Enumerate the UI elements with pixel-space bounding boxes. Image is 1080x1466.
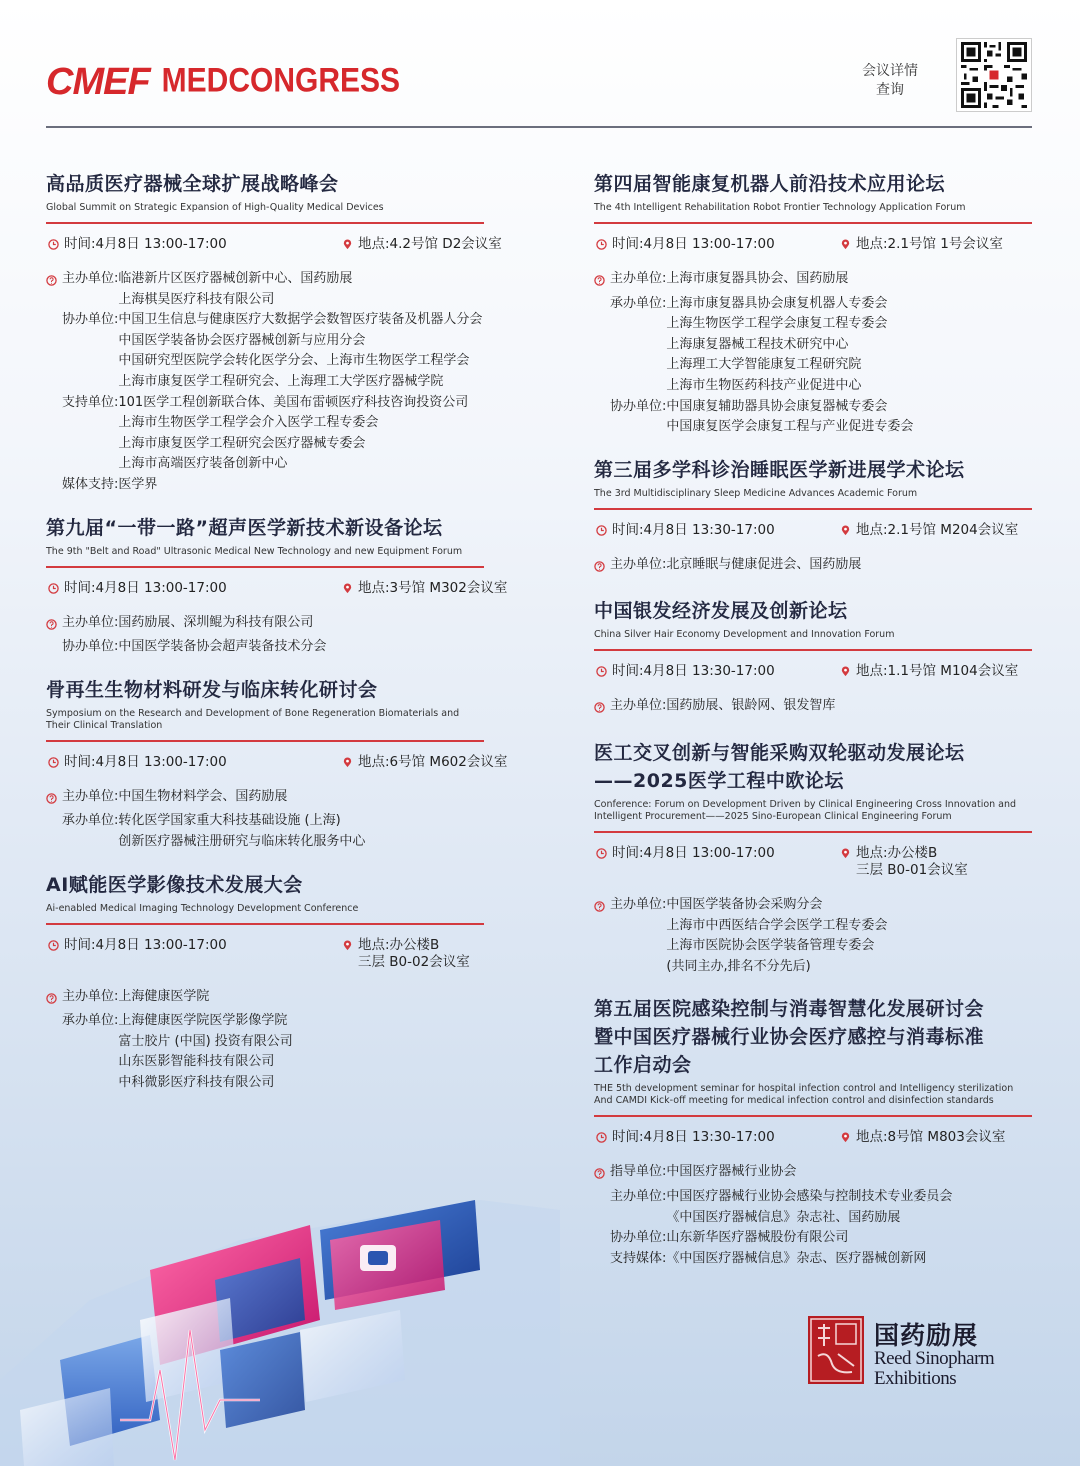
forum-time-text: 时间:4月8日 13:30-17:00 xyxy=(612,663,775,680)
clock-icon xyxy=(48,757,59,768)
forum-column-left xyxy=(46,170,536,1093)
reed-sinopharm-logo xyxy=(808,1316,1018,1389)
organizer-value: 北京睡眠与健康促进会、国药励展 xyxy=(666,556,862,572)
forum-place xyxy=(342,580,526,597)
organizer-value: 101医学工程创新联合体、美国布雷顿医疗科技咨询投资公司 上海市生物医学工程学会介入医学工程专委会 上海市康复医学工程研究会医疗器械专委会 上海市高端医疗装备创新中心 xyxy=(118,394,469,472)
forum-place-text: 地点:办公楼B 三层 B0-01会议室 xyxy=(856,844,968,878)
forum-title-english: Conference: Forum on Development Driven by Clinical Engineering Cross Innovation and Intelligent Procurement——2025 Sino-European Clinical Engineering Forum xyxy=(594,798,1017,822)
organizer-value: 医学界 xyxy=(118,476,158,492)
forum-place-text: 地点:8号馆 M803会议室 xyxy=(856,1129,1006,1146)
organizer-value: 临港新片区医疗器械创新中心、国药励展 上海棋昊医疗科技有限公司 xyxy=(118,271,353,307)
organizer-row xyxy=(46,269,536,310)
organizer-value: 中国卫生信息与健康医疗大数据学会数智医疗装备及机器人分会 中国医学装备协会医疗器械创新与应用分会 中国研究型医院学会转化医学分会、上海市生物医学工程学会 上海市康复医学工程研究会、上海理工大学医疗器械学院 xyxy=(118,312,483,389)
forum-meta xyxy=(594,522,1034,539)
organizer-row xyxy=(46,811,536,852)
forum-divider xyxy=(46,566,484,568)
organizer-value: 《中国医疗器械信息》杂志、医疗器械创新网 xyxy=(666,1250,927,1266)
organizer-row xyxy=(46,475,536,496)
forum-title: 骨再生生物材料研发与临床转化研讨会 xyxy=(46,678,378,701)
forum-divider xyxy=(594,649,1032,651)
organizer-row xyxy=(594,294,1034,397)
forum-time-text: 时间:4月8日 13:00-17:00 xyxy=(64,579,227,596)
organizer-value: 上海市康复器具协会、国药励展 xyxy=(666,271,849,286)
organizer-label: 媒体支持: xyxy=(62,476,119,492)
organizer-label: 主办单位: xyxy=(610,896,667,912)
decorative-graphic xyxy=(0,1120,560,1466)
organizer-label: 协办单位: xyxy=(62,312,119,328)
organizer-row xyxy=(46,787,536,812)
organizer-indent xyxy=(594,1249,610,1270)
forum-title: AI赋能医学影像技术发展大会 xyxy=(46,873,303,896)
forum-place xyxy=(342,754,526,771)
forum-title-english: The 9th "Belt and Road" Ultrasonic Medical New Technology and new Equipment Forum xyxy=(46,545,463,557)
forum-place xyxy=(840,236,1024,253)
forum-meta xyxy=(594,845,1034,879)
organizer-indent xyxy=(594,294,610,397)
forum-place xyxy=(840,845,1024,879)
forum-divider xyxy=(594,831,1032,833)
forum-block xyxy=(594,739,1034,977)
forum-place-text: 地点:4.2号馆 D2会议室 xyxy=(358,236,502,252)
organizer-indent xyxy=(46,475,62,496)
organizer-value: 中国医学装备协会采购分会 上海市中西医结合学会医学工程专委会 上海市医院协会医学装备管理专委会 (共同主办,排名不分先后) xyxy=(666,896,888,974)
forum-organizers xyxy=(594,555,1034,580)
forum-block xyxy=(594,456,1034,580)
forum-meta xyxy=(594,1129,1034,1146)
forum-title: 第四届智能康复机器人前沿技术应用论坛 xyxy=(594,173,946,195)
location-pin-icon xyxy=(840,239,851,250)
organizer-label: 承办单位: xyxy=(62,1013,119,1029)
forum-divider xyxy=(594,508,1032,510)
forum-time xyxy=(48,580,227,597)
forum-title-english: Symposium on the Research and Development of Bone Regeneration Biomaterials and Their Clinical Translation xyxy=(46,707,460,731)
forum-time xyxy=(48,236,227,253)
organizer-label: 支持媒体: xyxy=(610,1250,667,1266)
forum-title: 高品质医疗器械全球扩展战略峰会 xyxy=(46,173,339,195)
forum-place-text: 地点:3号馆 M302会议室 xyxy=(358,579,508,596)
organizer-indent xyxy=(46,310,62,392)
forum-title: 中国银发经济发展及创新论坛 xyxy=(594,600,848,623)
forum-divider xyxy=(46,740,484,742)
forum-time-text: 时间:4月8日 13:30-17:00 xyxy=(612,1129,775,1146)
organizer-icon xyxy=(594,555,610,580)
organizer-row xyxy=(46,310,536,392)
forum-time xyxy=(596,1129,775,1146)
reed-english-name: Reed Sinopharm Exhibitions xyxy=(874,1348,995,1389)
forum-title: 第五届医院感染控制与消毒智慧化发展研讨会 暨中国医疗器械行业协会医疗感控与消毒标准 工作启动会 xyxy=(594,998,985,1077)
forum-block xyxy=(594,995,1034,1269)
qr-caption: 会议详情 查询 xyxy=(862,63,918,98)
forum-place xyxy=(840,522,1024,539)
forum-block xyxy=(46,514,536,658)
forum-time xyxy=(596,845,775,879)
organizer-icon xyxy=(46,787,62,812)
forum-block xyxy=(594,170,1034,438)
forum-place xyxy=(342,236,526,253)
clock-icon xyxy=(48,239,59,250)
organizer-indent xyxy=(46,1011,62,1093)
forum-title: 第三届多学科诊治睡眠医学新进展学术论坛 xyxy=(594,458,965,481)
forum-divider xyxy=(46,222,484,224)
location-pin-icon xyxy=(342,239,353,250)
forum-organizers xyxy=(46,787,536,853)
organizer-icon xyxy=(46,987,62,1012)
organizer-label: 主办单位: xyxy=(610,698,667,714)
organizer-indent xyxy=(594,1187,610,1228)
logo-medcongress-text: MEDCONGRESS xyxy=(161,61,401,100)
organizer-row xyxy=(594,1187,1034,1228)
organizer-icon xyxy=(594,269,610,294)
forum-time-text: 时间:4月8日 13:00-17:00 xyxy=(612,844,775,861)
forum-column-right xyxy=(594,170,1034,1269)
forum-place xyxy=(342,937,526,971)
organizer-label: 主办单位: xyxy=(62,788,119,804)
forum-meta xyxy=(594,236,1034,253)
location-pin-icon xyxy=(840,525,851,536)
organizer-row xyxy=(46,393,536,475)
organizer-value: 国药励展、银龄网、银发智库 xyxy=(666,698,836,714)
clock-icon xyxy=(596,1132,607,1143)
clock-icon xyxy=(596,848,607,859)
organizer-row xyxy=(594,696,1034,721)
organizer-row xyxy=(594,895,1034,977)
forum-time xyxy=(596,663,775,680)
forum-organizers xyxy=(594,895,1034,977)
forum-block xyxy=(46,170,536,496)
organizer-label: 主办单位: xyxy=(62,988,119,1004)
cmef-logo xyxy=(46,58,400,102)
organizer-icon xyxy=(594,696,610,721)
organizer-label: 主办单位: xyxy=(610,271,667,286)
forum-title-english: THE 5th development seminar for hospital infection control and Intelligency sterilization And CAMDI Kick-off meeting for medical infection control and disinfection standards xyxy=(594,1083,1014,1107)
organizer-indent xyxy=(594,397,610,438)
organizer-label: 指导单位: xyxy=(610,1164,667,1180)
forum-place-text: 地点:2.1号馆 M204会议室 xyxy=(856,521,1019,538)
header-divider xyxy=(46,126,1032,128)
location-pin-icon xyxy=(342,940,353,951)
forum-place-text: 地点:1.1号馆 M104会议室 xyxy=(856,663,1019,680)
organizer-label: 承办单位: xyxy=(610,295,667,311)
organizer-row xyxy=(594,269,1034,294)
forum-meta xyxy=(46,580,536,597)
organizer-row xyxy=(594,397,1034,438)
forum-place-text: 地点:2.1号馆 1号会议室 xyxy=(856,236,1003,252)
forum-organizers xyxy=(46,987,536,1094)
organizer-icon xyxy=(594,895,610,977)
organizer-label: 主办单位: xyxy=(62,614,119,630)
organizer-value: 中国康复辅助器具协会康复器械专委会 中国康复医学会康复工程与产业促进专委会 xyxy=(666,398,914,435)
organizer-icon xyxy=(594,1162,610,1187)
organizer-indent xyxy=(46,393,62,475)
forum-title-english: The 4th Intelligent Rehabilitation Robot Frontier Technology Application Forum xyxy=(594,202,966,213)
clock-icon xyxy=(596,525,607,536)
organizer-value: 上海健康医学院医学影像学院 富士胶片 (中国) 投资有限公司 山东医影智能科技有限公司 中科微影医疗科技有限公司 xyxy=(118,1013,293,1090)
organizer-row xyxy=(46,637,536,658)
forum-time xyxy=(48,754,227,771)
organizer-label: 主办单位: xyxy=(62,271,119,286)
forum-title: 医工交叉创新与智能采购双轮驱动发展论坛 ——2025医学工程中欧论坛 xyxy=(594,741,965,792)
organizer-row xyxy=(594,555,1034,580)
organizer-label: 承办单位: xyxy=(62,813,119,829)
organizer-value: 国药励展、深圳鲲为科技有限公司 xyxy=(118,614,314,630)
logo-cmef-text: CMEF xyxy=(46,61,150,103)
location-pin-icon xyxy=(342,583,353,594)
reed-chinese-name: 国药励展 xyxy=(874,1321,979,1350)
forum-divider xyxy=(594,222,1032,224)
forum-block xyxy=(594,597,1034,721)
organizer-value: 中国医疗器械行业协会 xyxy=(666,1164,797,1180)
location-pin-icon xyxy=(342,757,353,768)
forum-meta xyxy=(46,937,536,971)
organizer-indent xyxy=(594,1228,610,1249)
organizer-row xyxy=(594,1162,1034,1187)
forum-organizers xyxy=(46,269,536,496)
organizer-label: 主办单位: xyxy=(610,1188,667,1204)
forum-time-text: 时间:4月8日 13:00-17:00 xyxy=(64,936,227,953)
forum-divider xyxy=(594,1115,1032,1117)
location-pin-icon xyxy=(840,666,851,677)
forum-title-english: Ai-enabled Medical Imaging Technology Development Conference xyxy=(46,902,359,914)
organizer-value: 中国医疗器械行业协会感染与控制技术专业委员会 《中国医疗器械信息》杂志社、国药励展 xyxy=(666,1188,953,1225)
forum-organizers xyxy=(594,269,1034,438)
forum-divider xyxy=(46,923,484,925)
location-pin-icon xyxy=(840,1132,851,1143)
organizer-icon xyxy=(46,613,62,638)
location-pin-icon xyxy=(840,848,851,859)
forum-time xyxy=(596,522,775,539)
clock-icon xyxy=(596,666,607,677)
organizer-label: 协办单位: xyxy=(610,398,667,414)
forum-meta xyxy=(46,754,536,771)
organizer-label: 支持单位: xyxy=(62,394,119,410)
organizer-value: 转化医学国家重大科技基础设施 (上海) 创新医疗器械注册研究与临床转化服务中心 xyxy=(118,813,366,849)
organizer-value: 中国生物材料学会、国药励展 xyxy=(118,788,288,804)
forum-title-english: China Silver Hair Economy Development and Innovation Forum xyxy=(594,629,895,641)
organizer-value: 上海市康复器具协会康复机器人专委会 上海生物医学工程学会康复工程专委会 上海康复器械工程技术研究中心 上海理工大学智能康复工程研究院 上海市生物医药科技产业促进中心 xyxy=(666,295,888,393)
qr-code-icon[interactable] xyxy=(956,38,1032,112)
forum-title-english: Global Summit on Strategic Expansion of High-Quality Medical Devices xyxy=(46,202,384,213)
forum-title: 第九届“一带一路”超声医学新技术新设备论坛 xyxy=(46,516,443,539)
forum-time-text: 时间:4月8日 13:00-17:00 xyxy=(612,236,775,252)
forum-meta xyxy=(46,236,536,253)
organizer-icon xyxy=(46,269,62,310)
organizer-value: 山东新华医疗器械股份有限公司 xyxy=(666,1230,849,1246)
organizer-label: 主办单位: xyxy=(610,556,667,572)
forum-organizers xyxy=(46,613,536,658)
organizer-row xyxy=(46,613,536,638)
clock-icon xyxy=(596,239,607,250)
clock-icon xyxy=(48,583,59,594)
organizer-row xyxy=(46,1011,536,1093)
organizer-indent xyxy=(46,811,62,852)
forum-block xyxy=(46,871,536,1094)
forum-time-text: 时间:4月8日 13:00-17:00 xyxy=(64,753,227,770)
forum-place-text: 地点:办公楼B 三层 B0-02会议室 xyxy=(358,936,470,970)
organizer-row xyxy=(594,1249,1034,1270)
organizer-label: 协办单位: xyxy=(610,1230,667,1246)
forum-organizers xyxy=(594,696,1034,721)
organizer-indent xyxy=(46,637,62,658)
organizer-row xyxy=(46,987,536,1012)
forum-place xyxy=(840,663,1024,680)
forum-time-text: 时间:4月8日 13:30-17:00 xyxy=(612,521,775,538)
forum-place-text: 地点:6号馆 M602会议室 xyxy=(358,753,508,770)
forum-time-text: 时间:4月8日 13:00-17:00 xyxy=(64,236,227,252)
organizer-value: 中国医学装备协会超声装备技术分会 xyxy=(118,639,327,655)
organizer-row xyxy=(594,1228,1034,1249)
forum-organizers xyxy=(594,1162,1034,1269)
clock-icon xyxy=(48,940,59,951)
forum-place xyxy=(840,1129,1024,1146)
forum-meta xyxy=(594,663,1034,680)
forum-time xyxy=(48,937,227,971)
forum-block xyxy=(46,676,536,853)
seal-icon xyxy=(808,1316,864,1384)
organizer-value: 上海健康医学院 xyxy=(118,988,210,1004)
forum-title-english: The 3rd Multidisciplinary Sleep Medicine Advances Academic Forum xyxy=(594,487,918,499)
organizer-label: 协办单位: xyxy=(62,639,119,655)
forum-time xyxy=(596,236,775,253)
